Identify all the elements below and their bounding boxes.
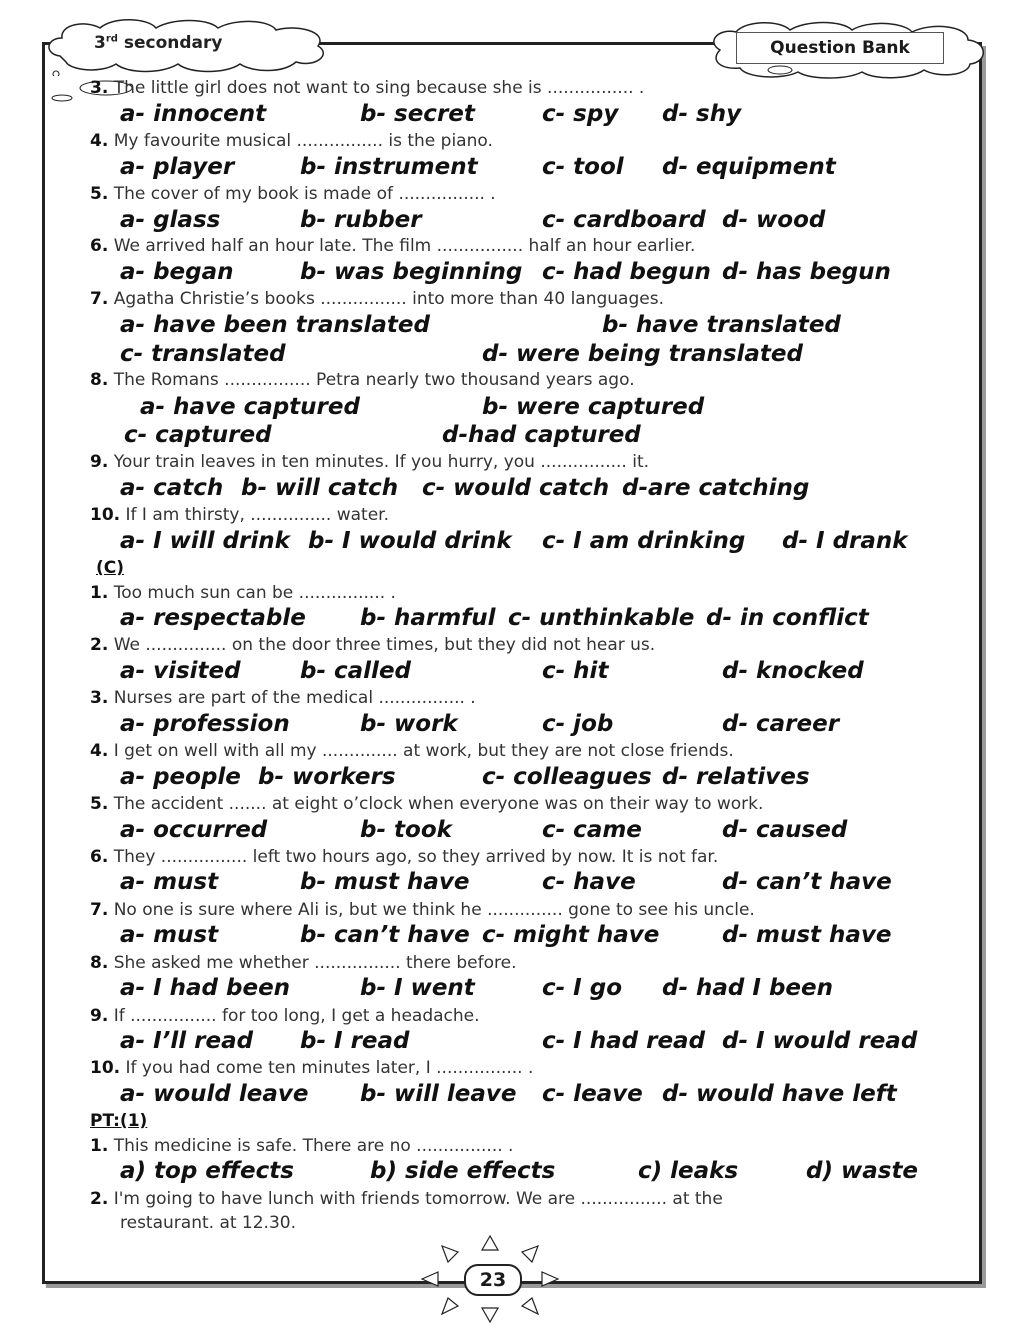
- option[interactable]: a- I will drink: [120, 528, 290, 554]
- question: 4. I get on well with all my .............. at work, but they are not close friends.: [90, 741, 734, 761]
- option[interactable]: c- job: [542, 711, 614, 737]
- option[interactable]: b- harmful: [360, 605, 496, 631]
- question: 10. If you had come ten minutes later, I ................ .: [90, 1058, 534, 1078]
- option[interactable]: c- hit: [542, 658, 609, 684]
- option[interactable]: d- I drank: [782, 528, 908, 554]
- option[interactable]: b- I read: [300, 1028, 410, 1054]
- option[interactable]: c- I go: [542, 975, 623, 1001]
- option[interactable]: a- have captured: [140, 394, 360, 420]
- option[interactable]: d) waste: [806, 1158, 919, 1184]
- question: 6. They ................ left two hours ago, so they arrived by now. It is not far.: [90, 847, 719, 867]
- option[interactable]: b- instrument: [300, 154, 478, 180]
- option[interactable]: c- might have: [482, 922, 660, 948]
- option[interactable]: a- have been translated: [120, 312, 430, 338]
- option[interactable]: d- career: [722, 711, 840, 737]
- option[interactable]: c- colleagues: [482, 764, 652, 790]
- option[interactable]: d- can’t have: [722, 869, 892, 895]
- option[interactable]: c- cardboard: [542, 207, 706, 233]
- option[interactable]: a) top effects: [120, 1158, 294, 1184]
- question: 8. She asked me whether ................ there before.: [90, 953, 517, 973]
- question: 5. The accident ....... at eight o’clock when everyone was on their way to work.: [90, 794, 764, 814]
- option[interactable]: b- work: [360, 711, 458, 737]
- option[interactable]: d- knocked: [722, 658, 864, 684]
- question: 9. Your train leaves in ten minutes. If you hurry, you ................ it.: [90, 452, 650, 472]
- option[interactable]: d- I would read: [722, 1028, 918, 1054]
- option[interactable]: b- was beginning: [300, 259, 523, 285]
- question: 1. Too much sun can be ................ .: [90, 583, 396, 603]
- option[interactable]: a- player: [120, 154, 235, 180]
- option[interactable]: d- had I been: [662, 975, 833, 1001]
- option[interactable]: b- rubber: [300, 207, 422, 233]
- option[interactable]: a- visited: [120, 658, 241, 684]
- page-number: 23: [464, 1264, 522, 1296]
- option[interactable]: a- I’ll read: [120, 1028, 254, 1054]
- option[interactable]: b- secret: [360, 101, 475, 127]
- option[interactable]: d- would have left: [662, 1081, 897, 1107]
- option[interactable]: a- catch: [120, 475, 224, 501]
- option[interactable]: b) side effects: [370, 1158, 556, 1184]
- option[interactable]: c- I am drinking: [542, 528, 746, 554]
- option[interactable]: c- have: [542, 869, 636, 895]
- option[interactable]: d- caused: [722, 817, 848, 843]
- question: 2. We ............... on the door three times, but they did not hear us.: [90, 635, 656, 655]
- option[interactable]: b- I went: [360, 975, 475, 1001]
- question: 3. The little girl does not want to sing because she is ................ .: [90, 78, 645, 98]
- question: 2. I'm going to have lunch with friends tomorrow. We are ................ at the: [90, 1189, 723, 1209]
- question: 9. If ................ for too long, I get a headache.: [90, 1006, 480, 1026]
- option[interactable]: a- profession: [120, 711, 290, 737]
- grade-label: 3rd secondary: [94, 33, 223, 53]
- question: 10. If I am thirsty, ............... water.: [90, 505, 390, 525]
- option[interactable]: b- must have: [300, 869, 470, 895]
- option[interactable]: d- has begun: [722, 259, 891, 285]
- option[interactable]: d- equipment: [662, 154, 836, 180]
- question: 1. This medicine is safe. There are no ................ .: [90, 1136, 514, 1156]
- option[interactable]: c) leaks: [638, 1158, 739, 1184]
- option[interactable]: c- tool: [542, 154, 624, 180]
- option[interactable]: d- relatives: [662, 764, 810, 790]
- option[interactable]: c- would catch: [422, 475, 610, 501]
- option[interactable]: c- captured: [124, 422, 272, 448]
- question: 6. We arrived half an hour late. The film ................ half an hour earlier.: [90, 236, 696, 256]
- option[interactable]: c- leave: [542, 1081, 643, 1107]
- question-continuation: restaurant. at 12.30.: [120, 1213, 297, 1233]
- option[interactable]: c- translated: [120, 341, 286, 367]
- option[interactable]: b- were captured: [482, 394, 705, 420]
- option[interactable]: d-had captured: [442, 422, 641, 448]
- option[interactable]: a- innocent: [120, 101, 267, 127]
- option[interactable]: c- had begun: [542, 259, 711, 285]
- option[interactable]: a- I had been: [120, 975, 291, 1001]
- section-c-heading: (C): [96, 558, 125, 578]
- option[interactable]: c- unthinkable: [508, 605, 695, 631]
- option[interactable]: b- will catch: [241, 475, 399, 501]
- option[interactable]: b- will leave: [360, 1081, 517, 1107]
- option[interactable]: d- wood: [722, 207, 826, 233]
- option[interactable]: d- shy: [662, 101, 742, 127]
- option[interactable]: b- have translated: [602, 312, 841, 338]
- option[interactable]: a- occurred: [120, 817, 268, 843]
- option[interactable]: a- would leave: [120, 1081, 309, 1107]
- question: 7. No one is sure where Ali is, but we think he .............. gone to see his uncle.: [90, 900, 755, 920]
- option[interactable]: c- came: [542, 817, 642, 843]
- option[interactable]: c- spy: [542, 101, 619, 127]
- question: 4. My favourite musical ................ is the piano.: [90, 131, 493, 151]
- option[interactable]: a- must: [120, 869, 219, 895]
- option[interactable]: a- people: [120, 764, 241, 790]
- question-bank-label: Question Bank: [736, 32, 944, 64]
- option[interactable]: d-are catching: [622, 475, 810, 501]
- option[interactable]: b- I would drink: [308, 528, 512, 554]
- option[interactable]: b- workers: [258, 764, 396, 790]
- option[interactable]: b- called: [300, 658, 412, 684]
- question: 8. The Romans ................ Petra nearly two thousand years ago.: [90, 370, 635, 390]
- option[interactable]: a- respectable: [120, 605, 306, 631]
- option[interactable]: a- glass: [120, 207, 221, 233]
- option[interactable]: b- can’t have: [300, 922, 470, 948]
- option[interactable]: b- took: [360, 817, 452, 843]
- question: 3. Nurses are part of the medical ................ .: [90, 688, 476, 708]
- option[interactable]: c- I had read: [542, 1028, 706, 1054]
- option[interactable]: a- must: [120, 922, 219, 948]
- question: 5. The cover of my book is made of ................ .: [90, 184, 496, 204]
- option[interactable]: d- must have: [722, 922, 892, 948]
- option[interactable]: d- were being translated: [482, 341, 803, 367]
- pt-heading: PT:(1): [90, 1111, 148, 1131]
- question: 7. Agatha Christie’s books ................ into more than 40 languages.: [90, 289, 664, 309]
- option[interactable]: a- began: [120, 259, 234, 285]
- option[interactable]: d- in conflict: [706, 605, 869, 631]
